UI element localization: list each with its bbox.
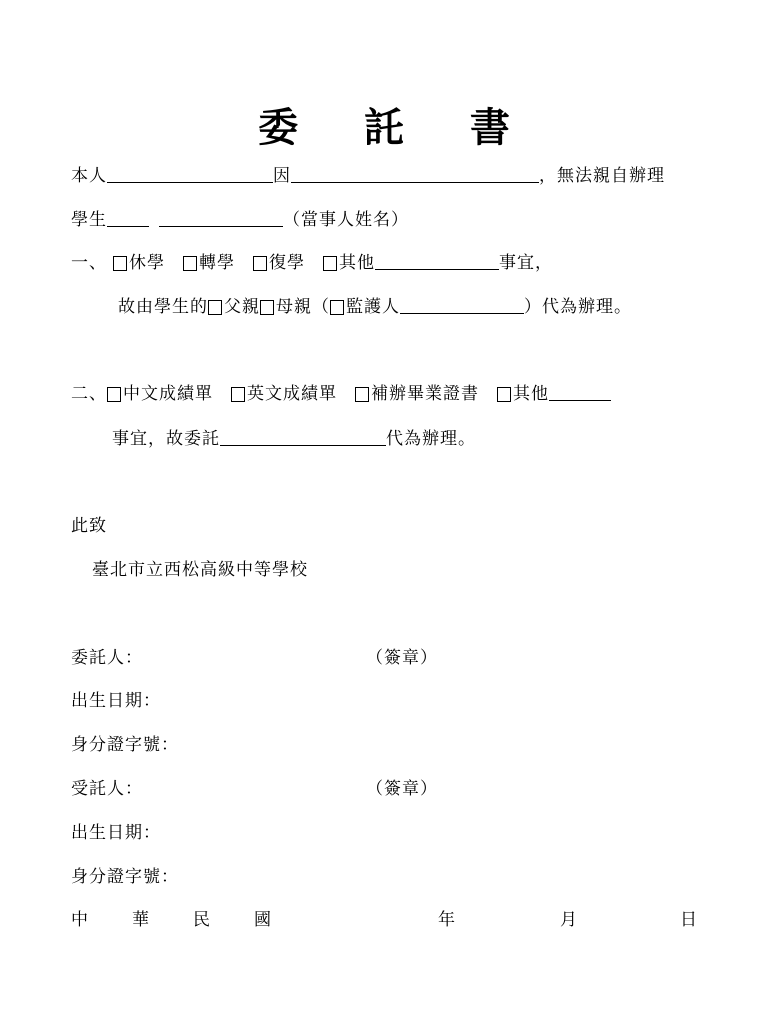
principal-birth-label: 出生日期： <box>71 691 161 711</box>
date-day-label: 日 <box>680 910 698 930</box>
option-chinese-transcript: 中文成績單 <box>123 384 213 404</box>
other-blank-2[interactable] <box>549 384 611 401</box>
entrust-text: 事宜，故委託 <box>112 429 220 449</box>
checkbox-chinese-transcript[interactable] <box>107 387 121 402</box>
guardian-blank[interactable] <box>400 297 524 314</box>
student-label: 學生 <box>71 210 107 230</box>
page-title: 委 託 書 <box>258 104 536 151</box>
checkbox-mother[interactable] <box>260 300 274 315</box>
option-suspension: 休學 <box>129 253 165 273</box>
student-blank-2[interactable] <box>159 210 283 227</box>
reason-label: 因 <box>273 166 291 186</box>
party-name-note: （當事人姓名） <box>283 210 409 230</box>
reason-blank[interactable] <box>291 166 539 183</box>
agent-signature-label: 受託人： <box>71 779 143 799</box>
option-diploma-reissue: 補辦畢業證書 <box>371 384 479 404</box>
date-line <box>0 909 768 933</box>
matter-text: 事宜， <box>499 253 553 273</box>
checkbox-diploma-reissue[interactable] <box>355 387 369 402</box>
section-one-line <box>71 252 553 274</box>
checkbox-transfer[interactable] <box>183 256 197 271</box>
section-two-number: 二、 <box>71 384 107 404</box>
checkbox-english-transcript[interactable] <box>231 387 245 402</box>
option-transfer: 轉學 <box>199 253 235 273</box>
date-char-hua: 華 <box>132 910 150 930</box>
student-line <box>71 209 409 231</box>
principal-name-blank[interactable] <box>107 166 273 183</box>
checkbox-other-1[interactable] <box>323 256 337 271</box>
section-two-line-two <box>112 428 476 450</box>
agent-name-blank[interactable] <box>220 429 386 446</box>
principal-signature-label: 委託人： <box>71 648 143 668</box>
agent-birth-label: 出生日期： <box>71 823 161 843</box>
checkbox-other-2[interactable] <box>497 387 511 402</box>
checkbox-guardian[interactable] <box>330 300 344 315</box>
section-one-number: 一、 <box>71 253 107 273</box>
option-english-transcript: 英文成績單 <box>247 384 337 404</box>
option-reinstatement: 復學 <box>269 253 305 273</box>
date-month-label: 月 <box>560 910 578 930</box>
student-blank-1[interactable] <box>107 210 149 227</box>
on-behalf-text-2: 代為辦理。 <box>386 429 476 449</box>
option-other-1: 其他 <box>339 253 375 273</box>
date-char-zhong: 中 <box>71 910 89 930</box>
checkbox-suspension[interactable] <box>113 256 127 271</box>
section-two-line <box>71 383 611 405</box>
recipient-school: 臺北市立西松高級中等學校 <box>92 560 308 580</box>
principal-label: 本人 <box>71 166 107 186</box>
date-char-guo: 國 <box>254 910 272 930</box>
option-father: 父親 <box>224 297 260 317</box>
closing-text: 此致 <box>71 516 107 536</box>
date-char-min: 民 <box>193 910 211 930</box>
cannot-attend-text: ，無法親自辦理 <box>539 166 665 186</box>
option-other-2: 其他 <box>513 384 549 404</box>
agent-seal-label: （簽章） <box>366 779 438 799</box>
other-blank-1[interactable] <box>375 253 499 270</box>
option-mother: 母親（ <box>276 297 330 317</box>
agent-id-label: 身分證字號： <box>71 867 179 887</box>
date-year-label: 年 <box>438 910 456 930</box>
principal-seal-label: （簽章） <box>366 648 438 668</box>
principal-line <box>71 165 665 187</box>
section-one-line-two <box>118 296 632 318</box>
checkbox-father[interactable] <box>208 300 222 315</box>
on-behalf-text-1: ）代為辦理。 <box>524 297 632 317</box>
option-guardian: 監護人 <box>346 297 400 317</box>
principal-id-label: 身分證字號： <box>71 735 179 755</box>
checkbox-reinstatement[interactable] <box>253 256 267 271</box>
by-student-text: 故由學生的 <box>118 297 208 317</box>
